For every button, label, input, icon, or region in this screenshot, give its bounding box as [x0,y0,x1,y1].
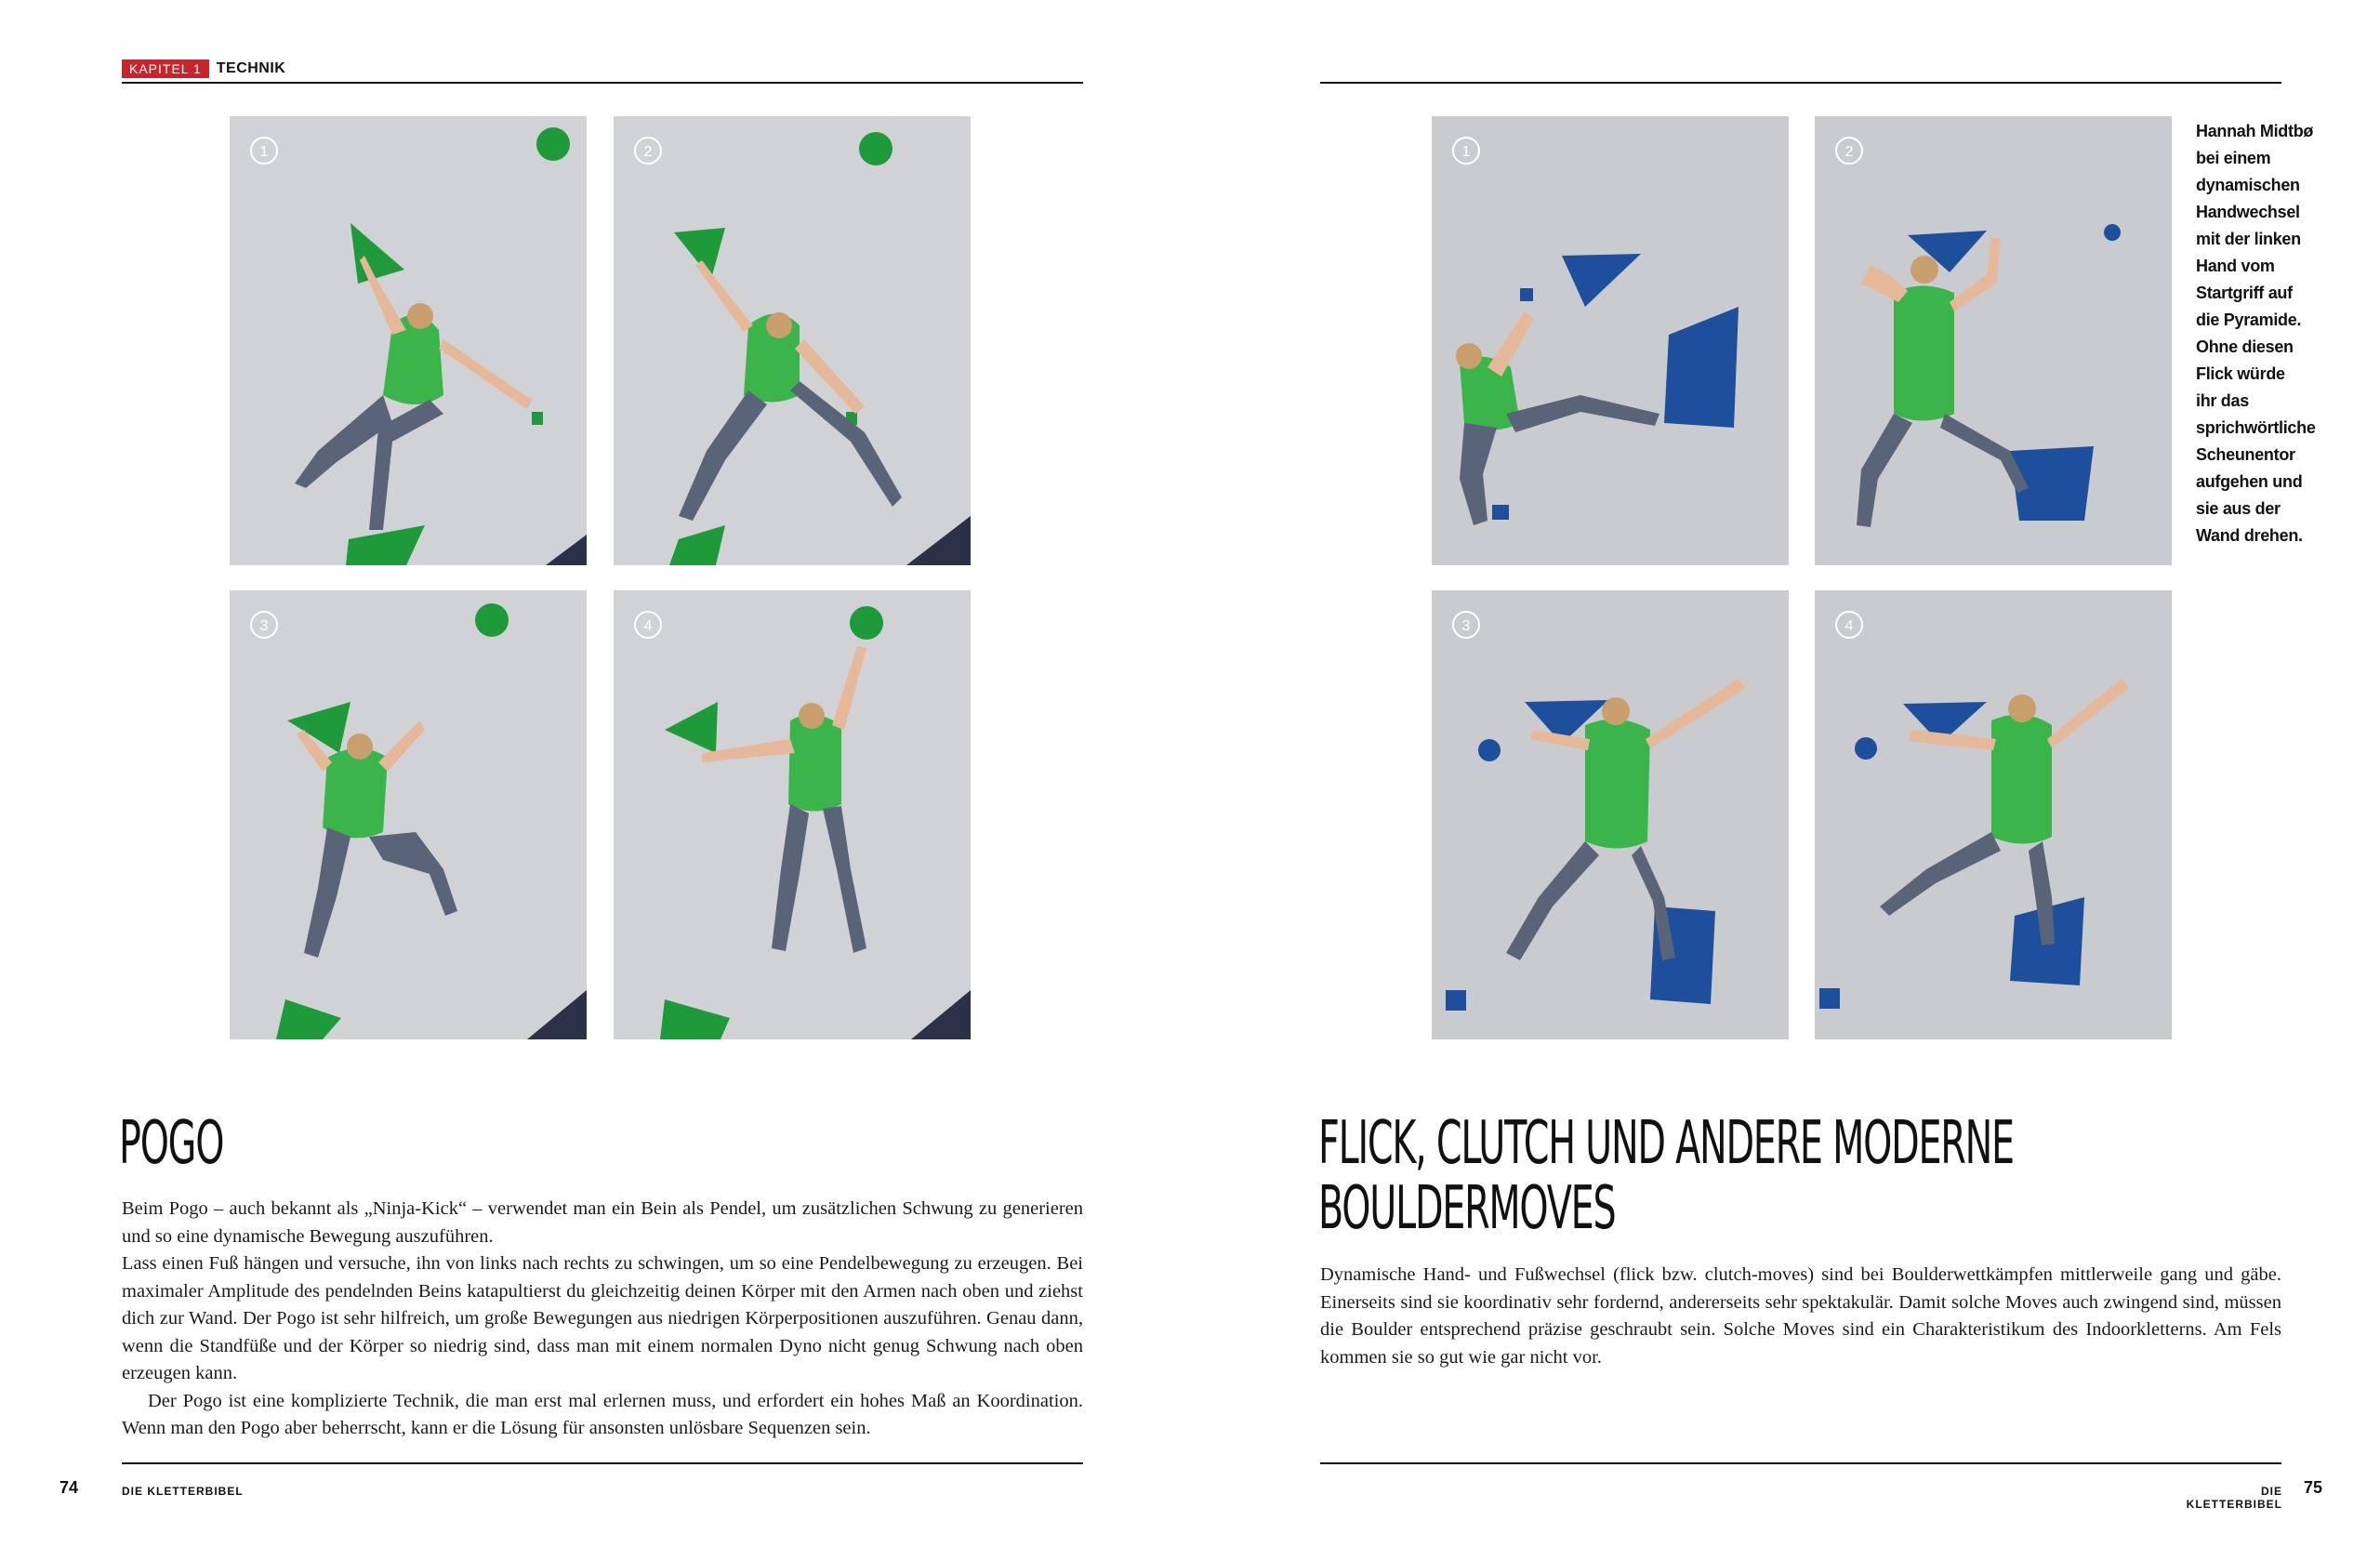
footer-rule-right [1320,1462,2281,1464]
header-rule-right [1320,82,2281,84]
photo-number: 1 [259,144,269,160]
caption-line: sie aus der [2196,499,2281,518]
book-title-left: DIE KLETTERBIBEL [122,1485,244,1498]
pogo-body-text [122,1196,1083,1443]
section-heading-pogo: POGO [119,1109,224,1178]
pogo-paragraph-2: Lass einen Fuß hängen und versuche, ihn von links nach rechts zu schwingen, um so eine Pendelbewegung zu erzeugen. Bei maximaler Amplitude des pendelnden Beins katapultierst du gleichzeitig deinen Körper mit den Armen nach oben und ziehst dich zur Wand. Der Pogo ist sehr hilfreich, um große Bewegungen aus niedrigen Körperpositionen auszuführen. Genau dann, wenn die Standfüße und der Körper so niedrig sind, dass man mit einem normalen Dyno nicht genug Schwung nach oben erzeugen kann. [122,1253,1083,1383]
pogo-photo-1 [230,116,587,565]
flick-photo-3 [1432,590,1789,1039]
chapter-tag [122,60,285,78]
caption-line: Handwechsel [2196,203,2300,221]
page-number-right: 75 [2304,1478,2323,1497]
caption-line: Startgriff auf [2196,284,2293,302]
flick-photo-1 [1432,116,1789,565]
section-heading-flick [1318,1111,2014,1241]
photo-number: 4 [1844,618,1854,634]
caption-line: Ohne diesen [2196,337,2294,356]
flick-photo-4 [1815,590,2172,1039]
caption-line: Flick würde [2196,364,2285,383]
chapter-title: TECHNIK [216,60,286,76]
photo-number: 2 [643,144,653,160]
book-title-right: DIE KLETTERBIBEL [2186,1485,2282,1511]
caption-line: dynamischen [2196,176,2300,194]
pogo-photo-3 [230,590,587,1039]
caption-line: aufgehen und [2196,472,2303,491]
photo-number: 4 [643,618,653,634]
section-heading-line-2: BOULDERMOVES [1318,1174,1616,1243]
caption-line: Wand drehen. [2196,526,2303,545]
page-number-left: 74 [60,1478,79,1497]
photo-number: 2 [1844,144,1854,160]
caption-line: bei einem [2196,149,2271,167]
caption-line: ihr das [2196,391,2249,410]
pogo-photo-2 [614,116,971,565]
caption-line: mit der linken [2196,230,2301,248]
photo-caption [2196,118,2316,549]
pogo-paragraph-1: Beim Pogo – auch bekannt als „Ninja-Kick“ – verwendet man ein Bein als Pendel, um zusätzlichen Schwung zu generieren und so eine dynamische Bewegung auszuführen. [122,1198,1083,1247]
footer-rule-left [122,1462,1083,1464]
flick-body-text [1320,1262,2281,1371]
caption-line: Hannah Midtbø [2196,122,2314,140]
caption-line: die Pyramide. [2196,311,2302,329]
pogo-photo-4 [614,590,971,1039]
flick-photo-2 [1815,116,2172,565]
photo-number: 1 [1461,144,1471,160]
photo-number: 3 [1461,618,1471,634]
section-heading-line-1: FLICK, CLUTCH UND ANDERE MODERNE [1318,1109,2014,1178]
caption-line: Hand vom [2196,257,2275,275]
header-rule-left [122,82,1083,84]
chapter-label: KAPITEL 1 [122,60,209,78]
caption-line: sprichwörtliche [2196,418,2316,437]
photo-number: 3 [259,618,269,634]
flick-paragraph: Dynamische Hand- und Fußwechsel (flick bzw. clutch-moves) sind bei Boulderwettkämpfen mittlerweile gang und gäbe. Einerseits sind sie koordinativ sehr fordernd, andererseits sehr spektakulär. Damit solche Moves auch zwingend sind, müssen die Boulder entsprechend präzise geschraubt sein. Solche Moves sind ein Charakteristikum des Indoorkletterns. Am Fels kommen sie so gut wie gar nicht vor. [1320,1264,2281,1368]
caption-line: Scheunentor [2196,445,2295,464]
pogo-paragraph-3: Der Pogo ist eine komplizierte Technik, die man erst mal erlernen muss, und erfordert ein hohes Maß an Koordination. Wenn man den Pogo aber beherrscht, kann er die Lösung für ansonsten unlösbare Sequenzen sein. [122,1390,1083,1438]
